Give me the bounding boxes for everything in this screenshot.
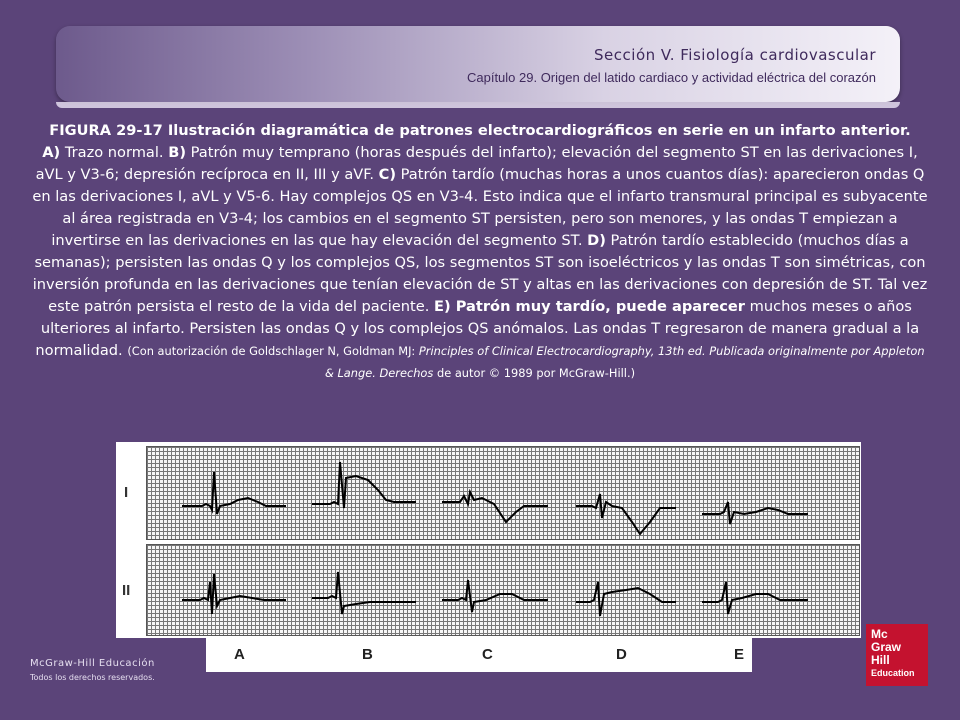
ecg-trace-i-e: [702, 502, 808, 524]
logo-line-2: Graw: [871, 640, 902, 654]
caption-b-label: B): [168, 144, 187, 161]
caption-b-text: Patrón muy temprano (horas después del infarto); elevación del segmento ST en las derivaciones I, aVL y V3-6; depresión recíproca en II, III y aVF.: [35, 144, 918, 183]
ecg-trace-ii-b: [312, 572, 416, 614]
ecg-trace-ii-d: [576, 582, 676, 616]
ecg-traces: [116, 442, 861, 638]
column-label-a: A: [234, 646, 245, 663]
caption-a-text: Trazo normal.: [60, 144, 169, 161]
logo-line-1: Mc: [871, 627, 888, 641]
caption-d-text: Patrón tardío establecido (muchos días a semanas); persisten las ondas Q y los complejos QS, los segmentos ST son isoeléctricos y las ondas T son simétricas, con inversión profunda en las derivaciones que tenían elevación de ST y altas en las derivaciones con depresión de ST. Tal vez este patrón persista el resto de la vida del paciente.: [32, 232, 928, 315]
column-label-b: B: [362, 646, 373, 663]
caption-credit-1: (Con autorización de Goldschlager N, Goldman MJ:: [127, 344, 419, 358]
logo-line-3: Hill: [871, 653, 890, 667]
caption-e-text: muchos meses o años ulteriores al infarto. Persisten las ondas Q y los complejos QS anómalos. Las ondas T regresaron de manera gradual a la normalidad.: [35, 298, 920, 359]
footer-brand: McGraw-Hill Educación: [30, 658, 155, 669]
column-label-c: C: [482, 646, 493, 663]
ecg-figure: [116, 442, 861, 638]
caption-d-label: D): [587, 232, 606, 249]
ecg-trace-ii-e: [702, 582, 808, 614]
lead-label-ii: II: [122, 582, 131, 599]
header-banner: [56, 26, 900, 102]
figure-caption: [30, 120, 930, 384]
caption-title: FIGURA 29-17 Ilustración diagramática de patrones electrocardiográficos en serie en un infarto anterior.: [49, 122, 911, 139]
chapter-title: Capítulo 29. Origen del latido cardiaco y actividad eléctrica del corazón: [466, 70, 876, 85]
ecg-trace-i-d: [576, 494, 676, 534]
lead-label-i: I: [124, 484, 129, 501]
caption-credit-book: Principles of Clinical Electrocardiography, 13th ed. Publicada originalmente por Appleton & Lange. Derechos: [324, 344, 925, 380]
caption-c-text: Patrón tardío (muchas horas a unos cuantos días): aparecieron ondas Q en las derivaciones I, aVL y V5-6. Hay complejos QS en V3-4. Esto indica que el infarto transmural principal es subyacente al área registrada en V3-4; los cambios en el segmento ST persisten, pero son menores, y las ondas T empiezan a invertirse en las derivaciones en las que hay elevación del segmento ST.: [32, 166, 928, 249]
ecg-trace-i-c: [442, 492, 548, 522]
column-label-d: D: [616, 646, 627, 663]
caption-a-label: A): [42, 144, 61, 161]
ecg-trace-ii-a: [182, 574, 286, 614]
section-title: Sección V. Fisiología cardiovascular: [594, 46, 876, 64]
ecg-trace-i-b: [312, 462, 416, 508]
column-label-e: E: [734, 646, 745, 663]
ecg-trace-i-a: [182, 472, 286, 514]
mcgraw-hill-logo: [866, 624, 928, 686]
caption-credit-2: de autor © 1989 por McGraw-Hill.): [433, 366, 636, 380]
footer-rights: Todos los derechos reservados.: [30, 673, 155, 682]
caption-e-label: E) Patrón muy tardío, puede aparecer: [434, 298, 745, 315]
column-labels: [206, 638, 752, 672]
ecg-trace-ii-c: [442, 580, 548, 612]
logo-line-4: Education: [871, 668, 915, 678]
caption-c-label: C): [378, 166, 396, 183]
